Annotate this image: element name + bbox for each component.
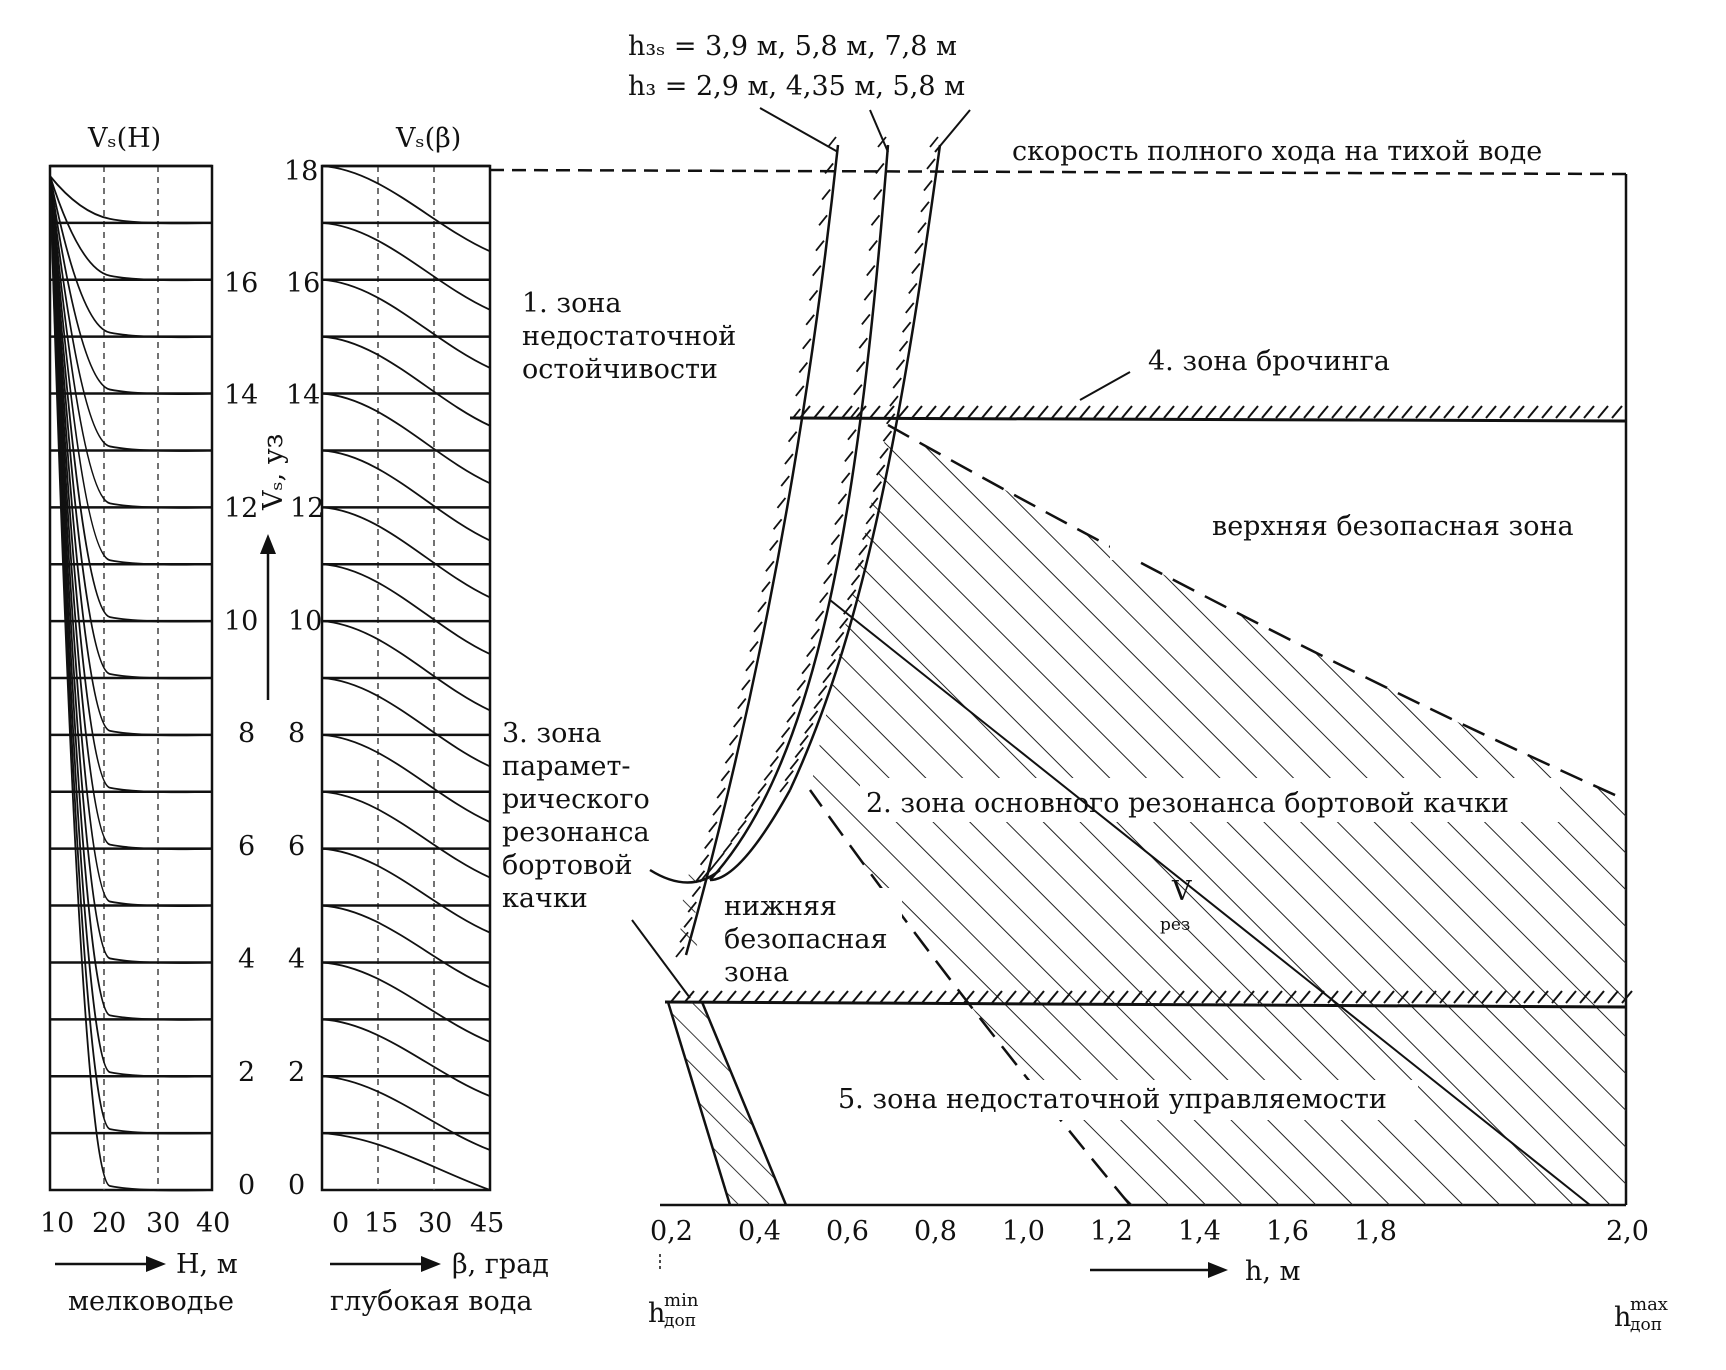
middle-speed-curve (322, 280, 490, 368)
stability-hatch-tick (893, 378, 901, 388)
controllability-hatch-tick (922, 991, 932, 1003)
stability-hatch-tick (867, 266, 875, 276)
middle-y-tick: 6 (288, 831, 306, 862)
left-speed-curve (50, 176, 212, 622)
stability-hatch-tick (750, 642, 758, 652)
middle-speed-curve (322, 621, 490, 710)
broaching-hatch-tick (912, 406, 922, 418)
stability-hatch-tick (810, 711, 818, 721)
full-speed-label: скорость полного хода на тихой воде (1012, 136, 1543, 167)
stability-hatch-tick (738, 821, 746, 831)
shared-y-tick: 16 (224, 268, 259, 299)
v-res-sub: рез (1160, 915, 1191, 935)
lower-safe-line1: нижняя (724, 891, 837, 922)
zone3-line5: бортовой (502, 850, 633, 881)
broaching-hatch-tick (1024, 406, 1034, 418)
stability-hatch-tick (848, 430, 856, 440)
left-speed-curve (50, 176, 212, 223)
zone5-label: 5. зона недостаточной управляемости (838, 1084, 1387, 1115)
left-x-tick-30: 30 (146, 1208, 181, 1239)
broaching-hatch-tick (1290, 406, 1300, 418)
stability-hatch-tick (816, 611, 824, 621)
stability-hatch-tick (903, 322, 911, 332)
left-panel (40, 123, 238, 1317)
broaching-hatch-tick (1570, 406, 1580, 418)
broaching-hatch-tick (1360, 406, 1370, 418)
middle-speed-curve (322, 678, 490, 766)
broaching-hatch-tick (1598, 406, 1608, 418)
left-speed-curve (50, 176, 212, 280)
broaching-hatch-tick (1150, 406, 1160, 418)
stability-hatch-tick (724, 843, 732, 853)
h-min-label: h (648, 1298, 666, 1329)
main-x-tick: 1,6 (1266, 1216, 1309, 1247)
main-x-tick: 1,0 (1002, 1216, 1045, 1247)
zone2-label: 2. зона основного резонанса бортовой качки (866, 788, 1509, 819)
controllability-hatch-tick (950, 991, 960, 1003)
stability-hatch-tick (795, 747, 803, 757)
middle-speed-curve (322, 507, 490, 597)
param-zone-band (668, 1002, 786, 1205)
full-speed-line (490, 170, 1626, 174)
broaching-hatch-tick (1318, 406, 1328, 418)
zone1-line2: недостаточной (522, 321, 737, 352)
stability-hatch-tick (832, 646, 840, 656)
broaching-hatch-tick (1262, 406, 1272, 418)
stability-hatch-tick (730, 735, 738, 745)
left-caption: мелководье (68, 1286, 235, 1317)
stability-hatch-tick (869, 241, 877, 251)
broaching-hatch-tick (926, 406, 936, 418)
main-x-axis-label: h, м (1245, 1256, 1301, 1287)
zone1-line3: остойчивости (522, 354, 718, 385)
broaching-hatch-tick (1066, 406, 1076, 418)
stability-hatch-tick (746, 661, 754, 671)
stability-hatch-tick (738, 699, 746, 709)
main-x-tick: 1,4 (1178, 1216, 1221, 1247)
stability-hatch-tick (802, 664, 810, 674)
stability-hatch-tick (770, 540, 778, 550)
stability-hatch-tick (874, 190, 882, 200)
shared-y-label: Vₛ, уз (258, 433, 289, 510)
shared-y-tick: 4 (238, 944, 256, 975)
h-max-label: h (1614, 1302, 1632, 1333)
middle-speed-curve (322, 166, 490, 251)
zone3-line3: рического (502, 784, 650, 815)
broaching-hatch-tick (1178, 406, 1188, 418)
zone3-line1: 3. зона (502, 718, 602, 749)
broaching-hatch-tick (1094, 406, 1104, 418)
broaching-hatch-tick (1584, 406, 1594, 418)
stability-hatch-tick (742, 680, 750, 690)
stability-hatch-tick (820, 593, 828, 603)
stability-hatch-tick (819, 686, 827, 696)
stability-hatch-tick (731, 832, 739, 842)
broaching-hatch-tick (1108, 406, 1118, 418)
broaching-hatch-tick (1136, 406, 1146, 418)
middle-x-tick-30: 30 (418, 1208, 453, 1239)
stability-hatch-tick (828, 137, 836, 147)
broaching-hatch-tick (982, 406, 992, 418)
stability-hatch-tick (734, 717, 742, 727)
zone3-line2: парамет- (502, 751, 631, 782)
middle-speed-curve (322, 735, 490, 822)
broaching-hatch-tick (1122, 406, 1132, 418)
stability-hatch-tick (811, 629, 819, 639)
stability-hatch-tick (766, 561, 774, 571)
broaching-hatch-tick (1472, 406, 1482, 418)
broaching-hatch-tick (1038, 406, 1048, 418)
zone3-line6: качки (502, 883, 588, 914)
shared-y-tick: 10 (224, 606, 259, 637)
middle-y-tick: 18 (284, 156, 319, 187)
stability-hatch-tick (770, 756, 778, 766)
broaching-hatch-tick (1430, 406, 1440, 418)
broaching-hatch-tick (828, 406, 838, 418)
broaching-hatch-tick (1528, 406, 1538, 418)
stability-hatch-tick (814, 698, 822, 708)
stability-hatch-tick (921, 202, 929, 212)
broaching-hatch-tick (1416, 406, 1426, 418)
main-x-tick: 1,2 (1090, 1216, 1133, 1247)
left-speed-curve (50, 176, 212, 792)
zone1-line1: 1. зона (522, 288, 622, 319)
stability-hatch-tick (790, 759, 798, 769)
broaching-hatch-tick (1234, 406, 1244, 418)
left-speed-curve (50, 176, 212, 1134)
broaching-hatch-tick (968, 406, 978, 418)
middle-y-tick: 2 (288, 1057, 306, 1088)
stability-hatch-tick (831, 535, 839, 545)
stability-hatch-tick (924, 181, 932, 191)
stability-hatch-tick (819, 215, 827, 225)
stability-hatch-tick (803, 339, 811, 349)
stability-hatch-tick (930, 137, 938, 147)
broaching-hatch-tick (1164, 406, 1174, 418)
stability-hatch-tick (864, 290, 872, 300)
main-x-tick: 0,2 (650, 1216, 693, 1247)
broaching-hatch-tick (1486, 406, 1496, 418)
broaching-hatch-tick (1248, 406, 1258, 418)
h-min-sub: доп (664, 1311, 697, 1331)
middle-y-tick: 12 (290, 493, 325, 524)
stability-hatch-tick (797, 680, 805, 690)
middle-y-tick: 10 (288, 606, 323, 637)
shared-y-tick: 14 (224, 380, 259, 411)
broaching-hatch-tick (1192, 406, 1202, 418)
middle-x-tick-0: 0 (332, 1208, 350, 1239)
broaching-hatch-tick (1402, 406, 1412, 418)
stability-hatch-tick (764, 770, 772, 780)
stability-hatch-tick (705, 838, 713, 848)
stability-hatch-tick (823, 673, 831, 683)
controllability-hatch-tick (852, 991, 862, 1003)
main-chart (490, 31, 1668, 1335)
broaching-hatch-tick (1374, 406, 1384, 418)
upper-safe-label: верхняя безопасная зона (1212, 511, 1574, 542)
stability-hatch-tick (838, 494, 846, 504)
stability-hatch-tick (800, 735, 808, 745)
stability-hatch-tick (909, 283, 917, 293)
broaching-hatch-tick (1542, 406, 1552, 418)
stability-hatch-tick (822, 190, 830, 200)
stability-hatch-tick (758, 784, 766, 794)
stability-hatch-tick (774, 519, 782, 529)
left-speed-curve (50, 176, 212, 394)
broaching-hatch-tick (1500, 406, 1510, 418)
h-min-sup: min (664, 1290, 699, 1311)
stability-hatch-tick (824, 574, 832, 584)
lower-safe-line2: безопасная (724, 924, 888, 955)
middle-speed-curve (322, 792, 490, 878)
main-x-tick: 0,4 (738, 1216, 781, 1247)
stability-hatch-tick (721, 771, 729, 781)
middle-y-tick: 14 (286, 380, 321, 411)
middle-x-tick-45: 45 (470, 1208, 505, 1239)
stability-hatch-tick (785, 454, 793, 464)
stability-hatch-tick (781, 476, 789, 486)
stability-hatch-tick (805, 723, 813, 733)
middle-speed-curve (322, 1019, 490, 1096)
lower-safe-line3: зона (724, 957, 790, 988)
stability-hatch-tick (799, 363, 807, 373)
controllability-hatch-tick (824, 991, 834, 1003)
left-x-tick-20: 20 (92, 1208, 127, 1239)
stability-hatch-tick (862, 314, 870, 324)
stability-hatch-tick (854, 385, 862, 395)
broaching-hatch-tick (842, 406, 852, 418)
stability-hatch-tick (900, 341, 908, 351)
stability-hatch-tick (787, 712, 795, 722)
middle-y-tick: 16 (286, 268, 321, 299)
broaching-hatch-tick (1304, 406, 1314, 418)
controllability-hatch-tick (908, 991, 918, 1003)
shared-y-tick: 12 (224, 493, 259, 524)
controllability-hatch-tick (894, 991, 904, 1003)
stability-hatch-tick (782, 727, 790, 737)
broaching-hatch-tick (1514, 406, 1524, 418)
stability-hatch-tick (896, 360, 904, 370)
stability-hatch-tick (725, 753, 733, 763)
controllability-hatch-tick (838, 991, 848, 1003)
main-x-tick: 0,8 (914, 1216, 957, 1247)
h-max-sub: доп (1630, 1315, 1663, 1335)
stability-hatch-tick (780, 782, 788, 792)
broaching-hatch-tick (1206, 406, 1216, 418)
stability-hatch-tick (857, 362, 865, 372)
stability-hatch-tick (827, 659, 835, 669)
middle-speed-curve (322, 1133, 490, 1190)
header-h3s: h₃ₛ = 3,9 м, 5,8 м, 7,8 м (628, 31, 957, 62)
stability-hatch-tick (758, 602, 766, 612)
main-x-tick: 1,8 (1354, 1216, 1397, 1247)
broaching-hatch-tick (870, 406, 880, 418)
broaching-hatch-tick (1220, 406, 1230, 418)
broaching-hatch-tick (1444, 406, 1454, 418)
stability-hatch-tick (709, 822, 717, 832)
v-res-label: V (1172, 876, 1192, 907)
middle-speed-curve (322, 223, 490, 310)
broaching-hatch-tick (814, 406, 824, 418)
stability-hatch-tick (777, 498, 785, 508)
zone4-label: 4. зона брочинга (1148, 346, 1390, 377)
main-x-tick: 0,6 (826, 1216, 869, 1247)
broaching-hatch-tick (1080, 406, 1090, 418)
broaching-hatch-tick (996, 406, 1006, 418)
controllability-hatch-tick (796, 991, 806, 1003)
broaching-hatch-tick (1346, 406, 1356, 418)
left-panel-title: Vₛ(H) (88, 123, 162, 154)
controllability-hatch-tick (880, 991, 890, 1003)
h-max-sup: max (1630, 1294, 1668, 1315)
left-x-tick-40: 40 (196, 1208, 231, 1239)
stability-hatch-tick (754, 622, 762, 632)
shared-y-tick: 2 (238, 1057, 256, 1088)
shared-y-tick: 8 (238, 718, 256, 749)
stability-hatch-tick (713, 805, 721, 815)
middle-x-axis-label: β, град (452, 1249, 549, 1280)
left-x-tick-10: 10 (40, 1208, 75, 1239)
stability-hatch-tick (789, 432, 797, 442)
stability-hatch-tick (745, 809, 753, 819)
stability-hatch-tick (890, 396, 898, 406)
stability-hatch-tick (835, 515, 843, 525)
broaching-hatch-tick (1556, 406, 1566, 418)
middle-panel-title: Vₛ(β) (396, 123, 462, 154)
stability-hatch-tick (845, 451, 853, 461)
header-h3: h₃ = 2,9 м, 4,35 м, 5,8 м (628, 71, 966, 102)
broaching-hatch-tick (1052, 406, 1062, 418)
stability-hatch-tick (912, 263, 920, 273)
broaching-hatch-tick (1332, 406, 1342, 418)
left-x-axis-label: H, м (176, 1249, 238, 1280)
zone3-line4: резонанса (502, 817, 650, 848)
middle-speed-curve (322, 849, 490, 933)
broaching-hatch-tick (1276, 406, 1286, 418)
middle-x-tick-15: 15 (364, 1208, 399, 1239)
stability-hatch-tick (915, 243, 923, 253)
stability-hatch-tick (796, 386, 804, 396)
shared-y-tick: 6 (238, 831, 256, 862)
broaching-hatch-tick (1388, 406, 1398, 418)
stability-hatch-tick (813, 266, 821, 276)
middle-y-tick: 0 (288, 1170, 306, 1201)
middle-speed-curve (322, 337, 490, 426)
stability-hatch-tick (717, 788, 725, 798)
stability-hatch-tick (906, 303, 914, 313)
stability-hatch-tick (762, 582, 770, 592)
stability-hatch-tick (810, 290, 818, 300)
shared-y-axis (224, 268, 289, 1201)
middle-speed-curve (322, 450, 490, 540)
stability-hatch-tick (806, 315, 814, 325)
stability-hatch-tick (792, 696, 800, 706)
middle-speed-curve (322, 564, 490, 654)
main-x-tick: 2,0 (1606, 1216, 1649, 1247)
stability-hatch-tick (918, 223, 926, 233)
middle-speed-curve (322, 906, 490, 988)
broaching-hatch-tick (1010, 406, 1020, 418)
stability-hatch-tick (716, 853, 724, 863)
middle-y-tick: 4 (288, 944, 306, 975)
shared-y-tick: 0 (238, 1170, 256, 1201)
stability-hatch-tick (842, 473, 850, 483)
controllability-hatch-tick (936, 991, 946, 1003)
stability-hatch-tick (785, 771, 793, 781)
broaching-hatch-tick (940, 406, 950, 418)
stability-hatch-tick (859, 338, 867, 348)
stability-hatch-tick (752, 796, 760, 806)
broaching-hatch-tick (1612, 406, 1622, 418)
broaching-hatch-tick (954, 406, 964, 418)
middle-speed-curve (322, 1076, 490, 1150)
middle-speed-curve (322, 394, 490, 484)
stability-hatch-tick (807, 647, 815, 657)
middle-y-tick: 8 (288, 718, 306, 749)
middle-caption: глубокая вода (330, 1286, 533, 1317)
stability-hatch-tick (776, 742, 784, 752)
stability-hatch-tick (701, 855, 709, 865)
broaching-hatch-tick (1458, 406, 1468, 418)
stability-hatch-tick (816, 241, 824, 251)
stability-hatch-tick (828, 554, 836, 564)
controllability-hatch-tick (810, 991, 820, 1003)
stability-hatch-tick (876, 163, 884, 173)
stability-hatch-tick (927, 159, 935, 169)
stability-hatch-tick (871, 215, 879, 225)
controllability-hatch-tick (866, 991, 876, 1003)
